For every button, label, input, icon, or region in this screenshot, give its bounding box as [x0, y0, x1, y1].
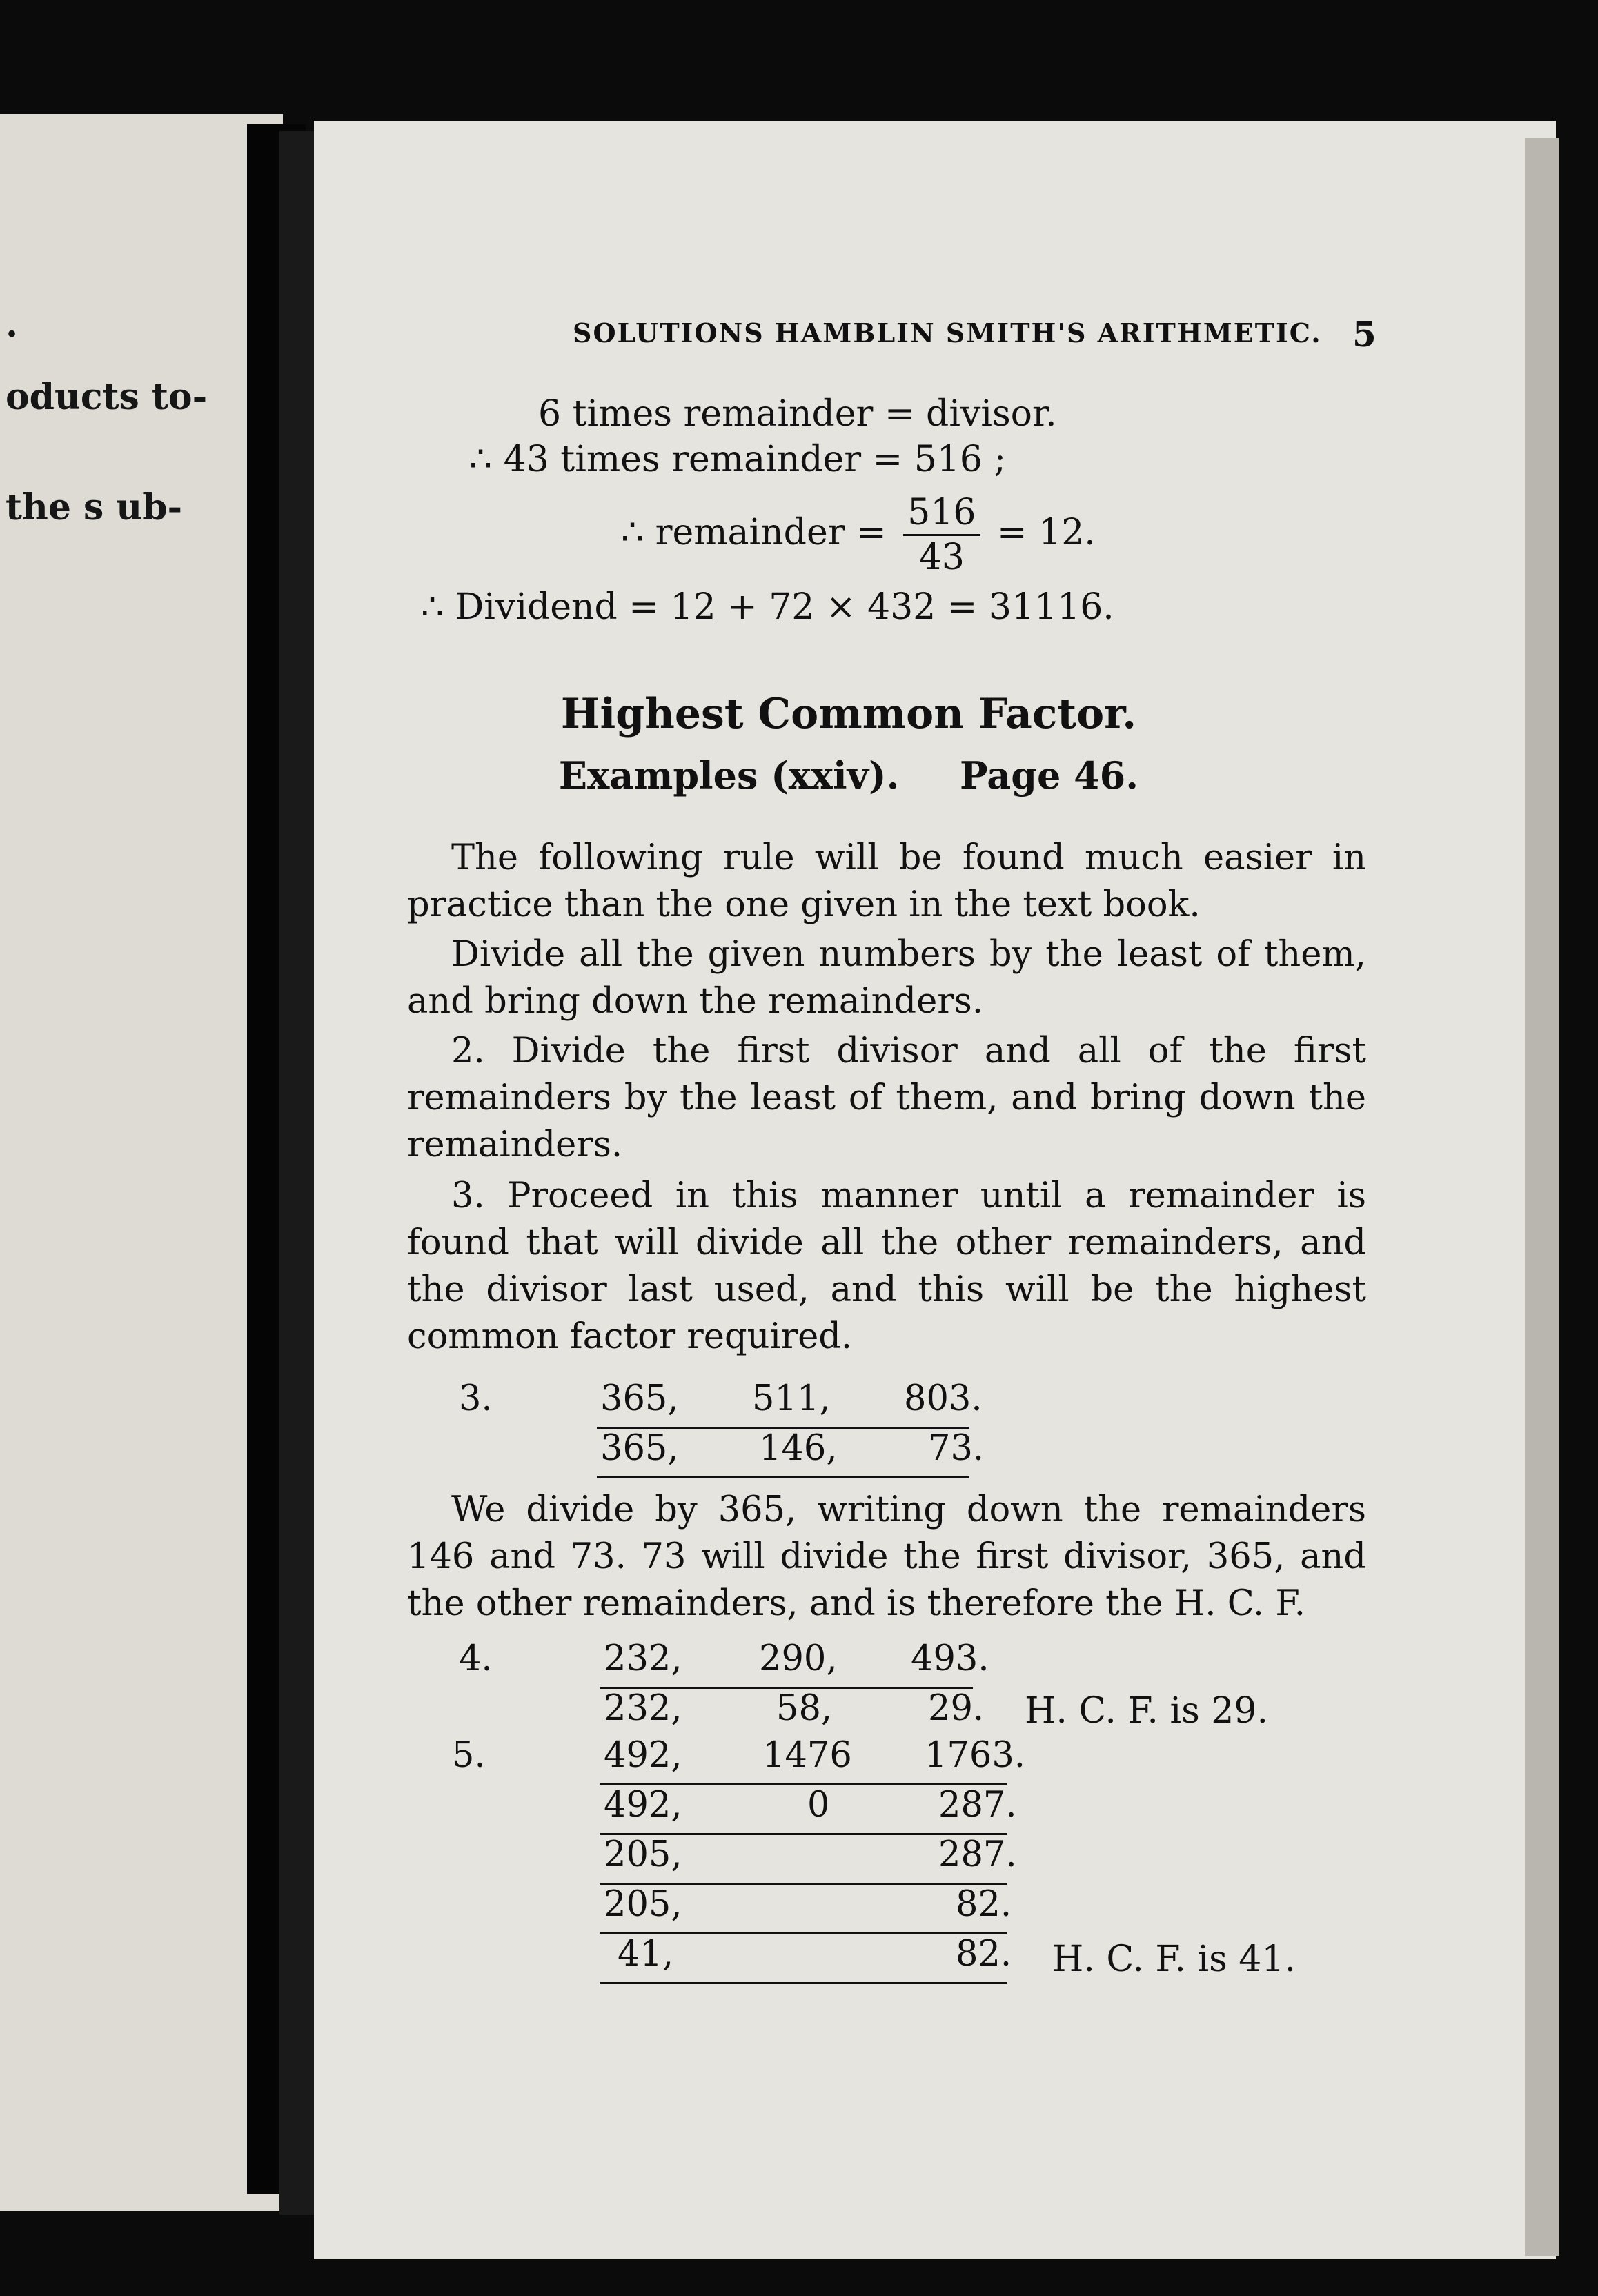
page-number: 5 [1352, 314, 1377, 355]
running-header: SOLUTIONS HAMBLIN SMITH'S ARITHMETIC. [573, 317, 1322, 348]
page-content [400, 0, 1380, 2296]
paragraph [407, 1173, 1366, 1360]
explanation-text: We divide by 365, writing down the remainders 146 and 73. 73 will divide the first divisor, 365, and the other remainders, and is therefore the H. C. F. [407, 1490, 1366, 1624]
paragraph [407, 835, 1366, 929]
table-cell: 492, [604, 1785, 682, 1825]
remainder-equation [621, 491, 1096, 579]
table-cell: 365, [600, 1378, 679, 1419]
left-page-fragment: oducts to- [6, 376, 208, 418]
example-label: 3. [459, 1378, 493, 1419]
table-cell: 29. [928, 1688, 985, 1729]
dividend-line: ∴ Dividend = 12 + 72 × 432 = 31116. [421, 586, 1114, 628]
table-cell: 287. [938, 1834, 1017, 1875]
remainder-label: ∴ remainder = [621, 512, 887, 553]
table-cell: 232, [604, 1688, 682, 1729]
explanation [407, 1487, 1366, 1627]
examples-label: Examples (xxiv). [558, 753, 900, 798]
table-cell: 58, [776, 1688, 833, 1729]
page-reference: Page 46. [960, 753, 1139, 798]
table-cell: 0 [807, 1785, 830, 1825]
table-cell: 1763. [925, 1735, 1026, 1776]
table-cell: 205, [604, 1834, 682, 1875]
table-cell: 232, [604, 1639, 682, 1679]
paragraph [407, 931, 1366, 1025]
table-cell: 493. [911, 1639, 989, 1679]
paragraph-text: 3. Proceed in this manner until a remainder is found that will divide all the other remainders, and the divisor last used, and this will be the highest common factor required. [407, 1176, 1366, 1357]
fraction-denominator: 43 [918, 537, 965, 578]
table-cell: 290, [759, 1639, 838, 1679]
table-cell: 146, [759, 1428, 838, 1469]
table-cell: 365, [600, 1428, 679, 1469]
section-title: Highest Common Factor. [560, 690, 1137, 738]
fraction [903, 491, 980, 579]
paragraph-text: 2. Divide the first divisor and all of the first remainders by the least of them, and bring down the remainders. [407, 1031, 1366, 1165]
remainder-result: = 12. [997, 512, 1096, 553]
table-cell: 41, [618, 1934, 674, 1975]
table-cell: 1476 [762, 1735, 852, 1776]
table-cell: 82. [956, 1934, 1012, 1975]
paragraph-text: The following rule will be found much easier in practice than the one given in the text book. [407, 838, 1366, 925]
left-page-fragment: the s ub- [6, 486, 183, 528]
left-page [0, 114, 283, 2211]
page-edge [1525, 138, 1559, 2256]
table-cell: 492, [604, 1735, 682, 1776]
paragraph-text: Divide all the given numbers by the least of them, and bring down the remainders. [407, 934, 1366, 1022]
table-cell: 511, [752, 1378, 831, 1419]
example-label: 5. [452, 1735, 486, 1776]
section-subtitle [359, 753, 1339, 798]
table-cell: 73. [928, 1428, 985, 1469]
table-cell: 287. [938, 1785, 1017, 1825]
paragraph [407, 1028, 1366, 1169]
example-label: 4. [459, 1639, 493, 1679]
division-rule [597, 1476, 969, 1478]
intro-line: ∴ 43 times remainder = 516 ; [469, 439, 1007, 480]
page-gutter [279, 131, 314, 2215]
hcf-result: H. C. F. is 41. [1052, 1939, 1296, 1980]
table-cell: 803. [904, 1378, 983, 1419]
division-rule [600, 1982, 1007, 1984]
fraction-numerator: 516 [903, 491, 980, 536]
intro-line: 6 times remainder = divisor. [538, 393, 1057, 435]
table-cell: 82. [956, 1884, 1012, 1925]
left-page-fragment: . [6, 304, 19, 346]
table-cell: 205, [604, 1884, 682, 1925]
hcf-result: H. C. F. is 29. [1025, 1690, 1268, 1732]
